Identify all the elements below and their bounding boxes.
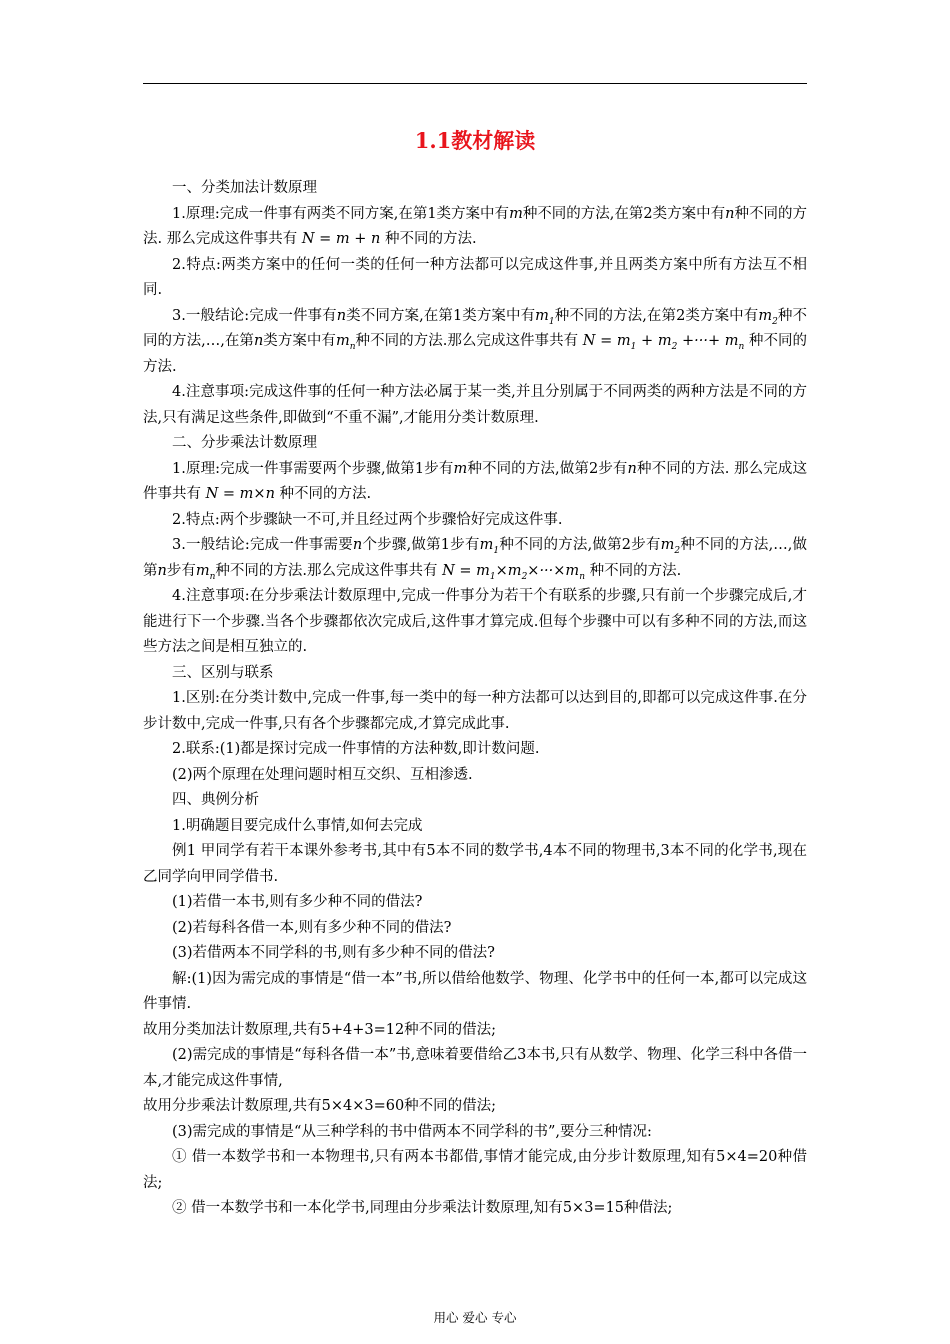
solution-text: (3)需完成的事情是“从三种学科的书中借两本不同学科的书”,要分三种情况: (172, 1123, 652, 1140)
paragraph: 4.注意事项:在分步乘法计数原理中,完成一件事分为若干个有联系的步骤,只有前一个步骤完成后,才能进行下一个步骤.当各个步骤都依次完成后,这件事才算完成.但每个步骤中可以有多种不同的方法,而这些方法之间是相互独立的. (143, 588, 807, 655)
example-text: 例1 甲同学有若干本课外参考书,其中有5本不同的数学书,4本不同的物理书,3本不同的化学书,现在乙同学向甲同学借书. (143, 843, 807, 885)
case-text: ② 借一本数学书和一本化学书,同理由分步乘法计数原理,知有5×3=15种借法; (172, 1200, 673, 1216)
paragraph: 2.联系:(1)都是探讨完成一件事情的方法种数,即计数问题. (172, 741, 540, 757)
formula: N = m + n (301, 231, 381, 247)
subheading: 1.明确题目要完成什么事情,如何去完成 (172, 817, 423, 834)
question: (2)若每科各借一本,则有多少种不同的借法? (172, 919, 452, 936)
question: (1)若借一本书,则有多少种不同的借法? (172, 894, 423, 910)
page-title: 1.1教材解读 (414, 128, 536, 153)
paragraph: (2)两个原理在处理问题时相互交织、互相渗透. (172, 766, 473, 783)
case-text: ① 借一本数学书和一本物理书,只有两本书都借,事情才能完成,由分步计数原理,知有5×4=20种借法; (143, 1149, 807, 1191)
page-footer: 用心 爱心 专心 (433, 1310, 517, 1325)
paragraph: 2.特点:两个步骤缺一不可,并且经过两个步骤恰好完成这件事. (172, 511, 563, 528)
paragraph: 1.原理:完成一件事有两类不同方案,在第1类方案中有m种不同的方法,在第2类方案中有n种不同的方法. 那么完成这件事共有 N = m + n 种不同的方法. (143, 205, 807, 247)
document-body (143, 176, 807, 1222)
header-rule (143, 83, 807, 84)
formula: $N = m_1 + m_2$ +···+ $m_n$ (578, 333, 745, 352)
paragraph: 3.一般结论:完成一件事需要n个步骤,做第1步有$m_1$种不同的方法,做第2步有$m_2$种不同的方法,…,做第n步有$m_n$种不同的方法.那么完成这件事共有 $N = m_1\times m_2\times\cdot\cdot\cdot\times m_n$ 种不同的方法. (143, 537, 808, 582)
formula: $N = m_1\times m_2\times\cdot\cdot\cdot\times m_n$ (437, 562, 585, 582)
section-heading-4: 四、典例分析 (172, 792, 259, 808)
paragraph: 1.区别:在分类计数中,完成一件事,每一类中的每一种方法都可以达到目的,即都可以完成这件事.在分步计数中,完成一件事,只有各个步骤都完成,才算完成此事. (143, 690, 807, 732)
question: (3)若借两本不同学科的书,则有多少种不同的借法? (172, 945, 495, 961)
paragraph: 2.特点:两类方案中的任何一类的任何一种方法都可以完成这件事,并且两类方案中所有方法互不相同. (143, 256, 807, 298)
section-heading-2: 二、分步乘法计数原理 (172, 435, 317, 451)
paragraph: 4.注意事项:完成这件事的任何一种方法必属于某一类,并且分别属于不同两类的两种方法是不同的方法,只有满足这些条件,即做到“不重不漏”,才能用分类计数原理. (143, 384, 807, 426)
section-heading-1: 一、分类加法计数原理 (172, 180, 317, 196)
section-heading-3: 三、区别与联系 (172, 664, 274, 681)
paragraph: 3.一般结论:完成一件事有n类不同方案,在第1类方案中有$m_1$种不同的方法,在第2类方案中有$m_2$种不同的方法,…,在第n类方案中有$m_n$种不同的方法.那么完成这件事共有 $N = m_1 + m_2$ +···+ $m_n$ 种不同的方法. (143, 307, 808, 375)
formula: N = m×n (205, 486, 275, 502)
solution-text: (2)需完成的事情是“每科各借一本”书,意味着要借给乙3本书,只有从数学、物理、化学三科中各借一本,才能完成这件事情, (143, 1047, 807, 1089)
paragraph: 1.原理:完成一件事需要两个步骤,做第1步有m种不同的方法,做第2步有n种不同的方法. 那么完成这件事共有 N = m×n 种不同的方法. (143, 460, 807, 502)
solution-text: 故用分类加法计数原理,共有5+4+3=12种不同的借法; (143, 1021, 497, 1038)
solution-text: 解:(1)因为需完成的事情是“借一本”书,所以借给他数学、物理、化学书中的任何一本,都可以完成这件事情. (143, 970, 807, 1012)
solution-text: 故用分步乘法计数原理,共有5×4×3=60种不同的借法; (143, 1098, 497, 1114)
